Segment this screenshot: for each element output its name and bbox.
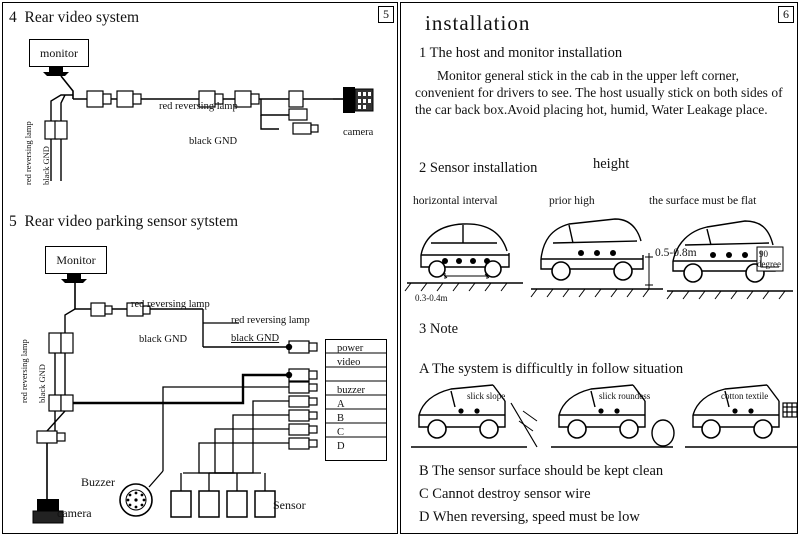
label-black-gnd-4: black GND [189, 136, 238, 147]
section-4-number: 4 [9, 9, 17, 26]
section-4-title-text: Rear video system [24, 9, 140, 26]
item3-line-d: D When reversing, speed must be low [419, 509, 640, 525]
left-panel-corner-number: 5 [378, 6, 394, 23]
label-buzzer: Buzzer [81, 475, 115, 489]
item1-heading: 1 The host and monitor installation [419, 45, 623, 61]
left-panel [2, 2, 398, 534]
section-5-title-text: Rear video parking sensor sytstem [24, 213, 239, 230]
item2-heading-extra: height [593, 156, 630, 172]
installation-title: installation [425, 11, 531, 35]
item3-line-a: A The system is difficultly in follow situation [419, 361, 684, 377]
label-vertical-red-4: red reversing lamp [23, 121, 33, 185]
item1-body: Monitor general stick in the cab in the upper left corner, convenient for drivers to see. The host usually stick on both sides of the car back box.Avoid placing hot, humid, Water Leakage place. [415, 68, 783, 117]
label-vertical-black-5: black GND [37, 364, 47, 403]
fig2-label-prior-high: prior high [549, 195, 595, 207]
label-sensor: Sensor [273, 498, 306, 512]
fig2-dim-angle-1: 90 [759, 249, 768, 259]
control-row-a: A [337, 399, 345, 410]
fig3-label-slick-slope: slick slope [467, 391, 506, 401]
monitor-label-5: Monitor [56, 252, 96, 267]
item2-heading: 2 Sensor installation [419, 160, 538, 176]
control-row-power: power [337, 343, 364, 354]
fig3-label-slick-roundess: slick roundess [599, 391, 651, 401]
control-row-c: C [337, 427, 345, 438]
control-row-buzzer: buzzer [337, 385, 365, 396]
control-row-d: D [337, 441, 345, 452]
right-panel-corner-number: 6 [778, 6, 794, 23]
right-panel [400, 2, 798, 534]
label-black-gnd-5b: black GND [231, 333, 280, 344]
control-row-b: B [337, 413, 345, 424]
label-camera-4: camera [343, 127, 374, 138]
label-black-gnd-5: black GND [139, 334, 188, 345]
item3-line-c: C Cannot destroy sensor wire [419, 486, 591, 502]
label-red-reversing-lamp-4: red reversing lamp [159, 101, 238, 112]
section-5-number: 5 [9, 213, 17, 230]
fig2-label-horizontal-interval: horizontal interval [413, 195, 498, 207]
item2-figures-svg [401, 3, 799, 539]
label-red-reversing-lamp-5b: red reversing lamp [231, 315, 310, 326]
section-5-wiring-svg [3, 3, 399, 539]
label-red-reversing-lamp-5: red reversing lamp [131, 299, 210, 310]
monitor-label-4: monitor [40, 45, 78, 60]
item3-line-b: B The sensor surface should be kept clean [419, 463, 664, 479]
control-row-video: video [337, 357, 361, 368]
fig2-label-flat-surface: the surface must be flat [649, 195, 757, 207]
label-vertical-black-4: black GND [41, 146, 51, 185]
item3-heading: 3 Note [419, 321, 459, 337]
label-vertical-red-5: red reversing lamp [19, 339, 29, 403]
fig3-label-cotton-textile: cotton textile [721, 391, 769, 401]
fig2-dim-angle-2: degree [757, 259, 781, 269]
fig2-dim-height: 0.5-0.8m [655, 247, 697, 259]
label-camera-5: camera [57, 506, 92, 520]
fig2-dim-interval: 0.3-0.4m [415, 293, 448, 303]
